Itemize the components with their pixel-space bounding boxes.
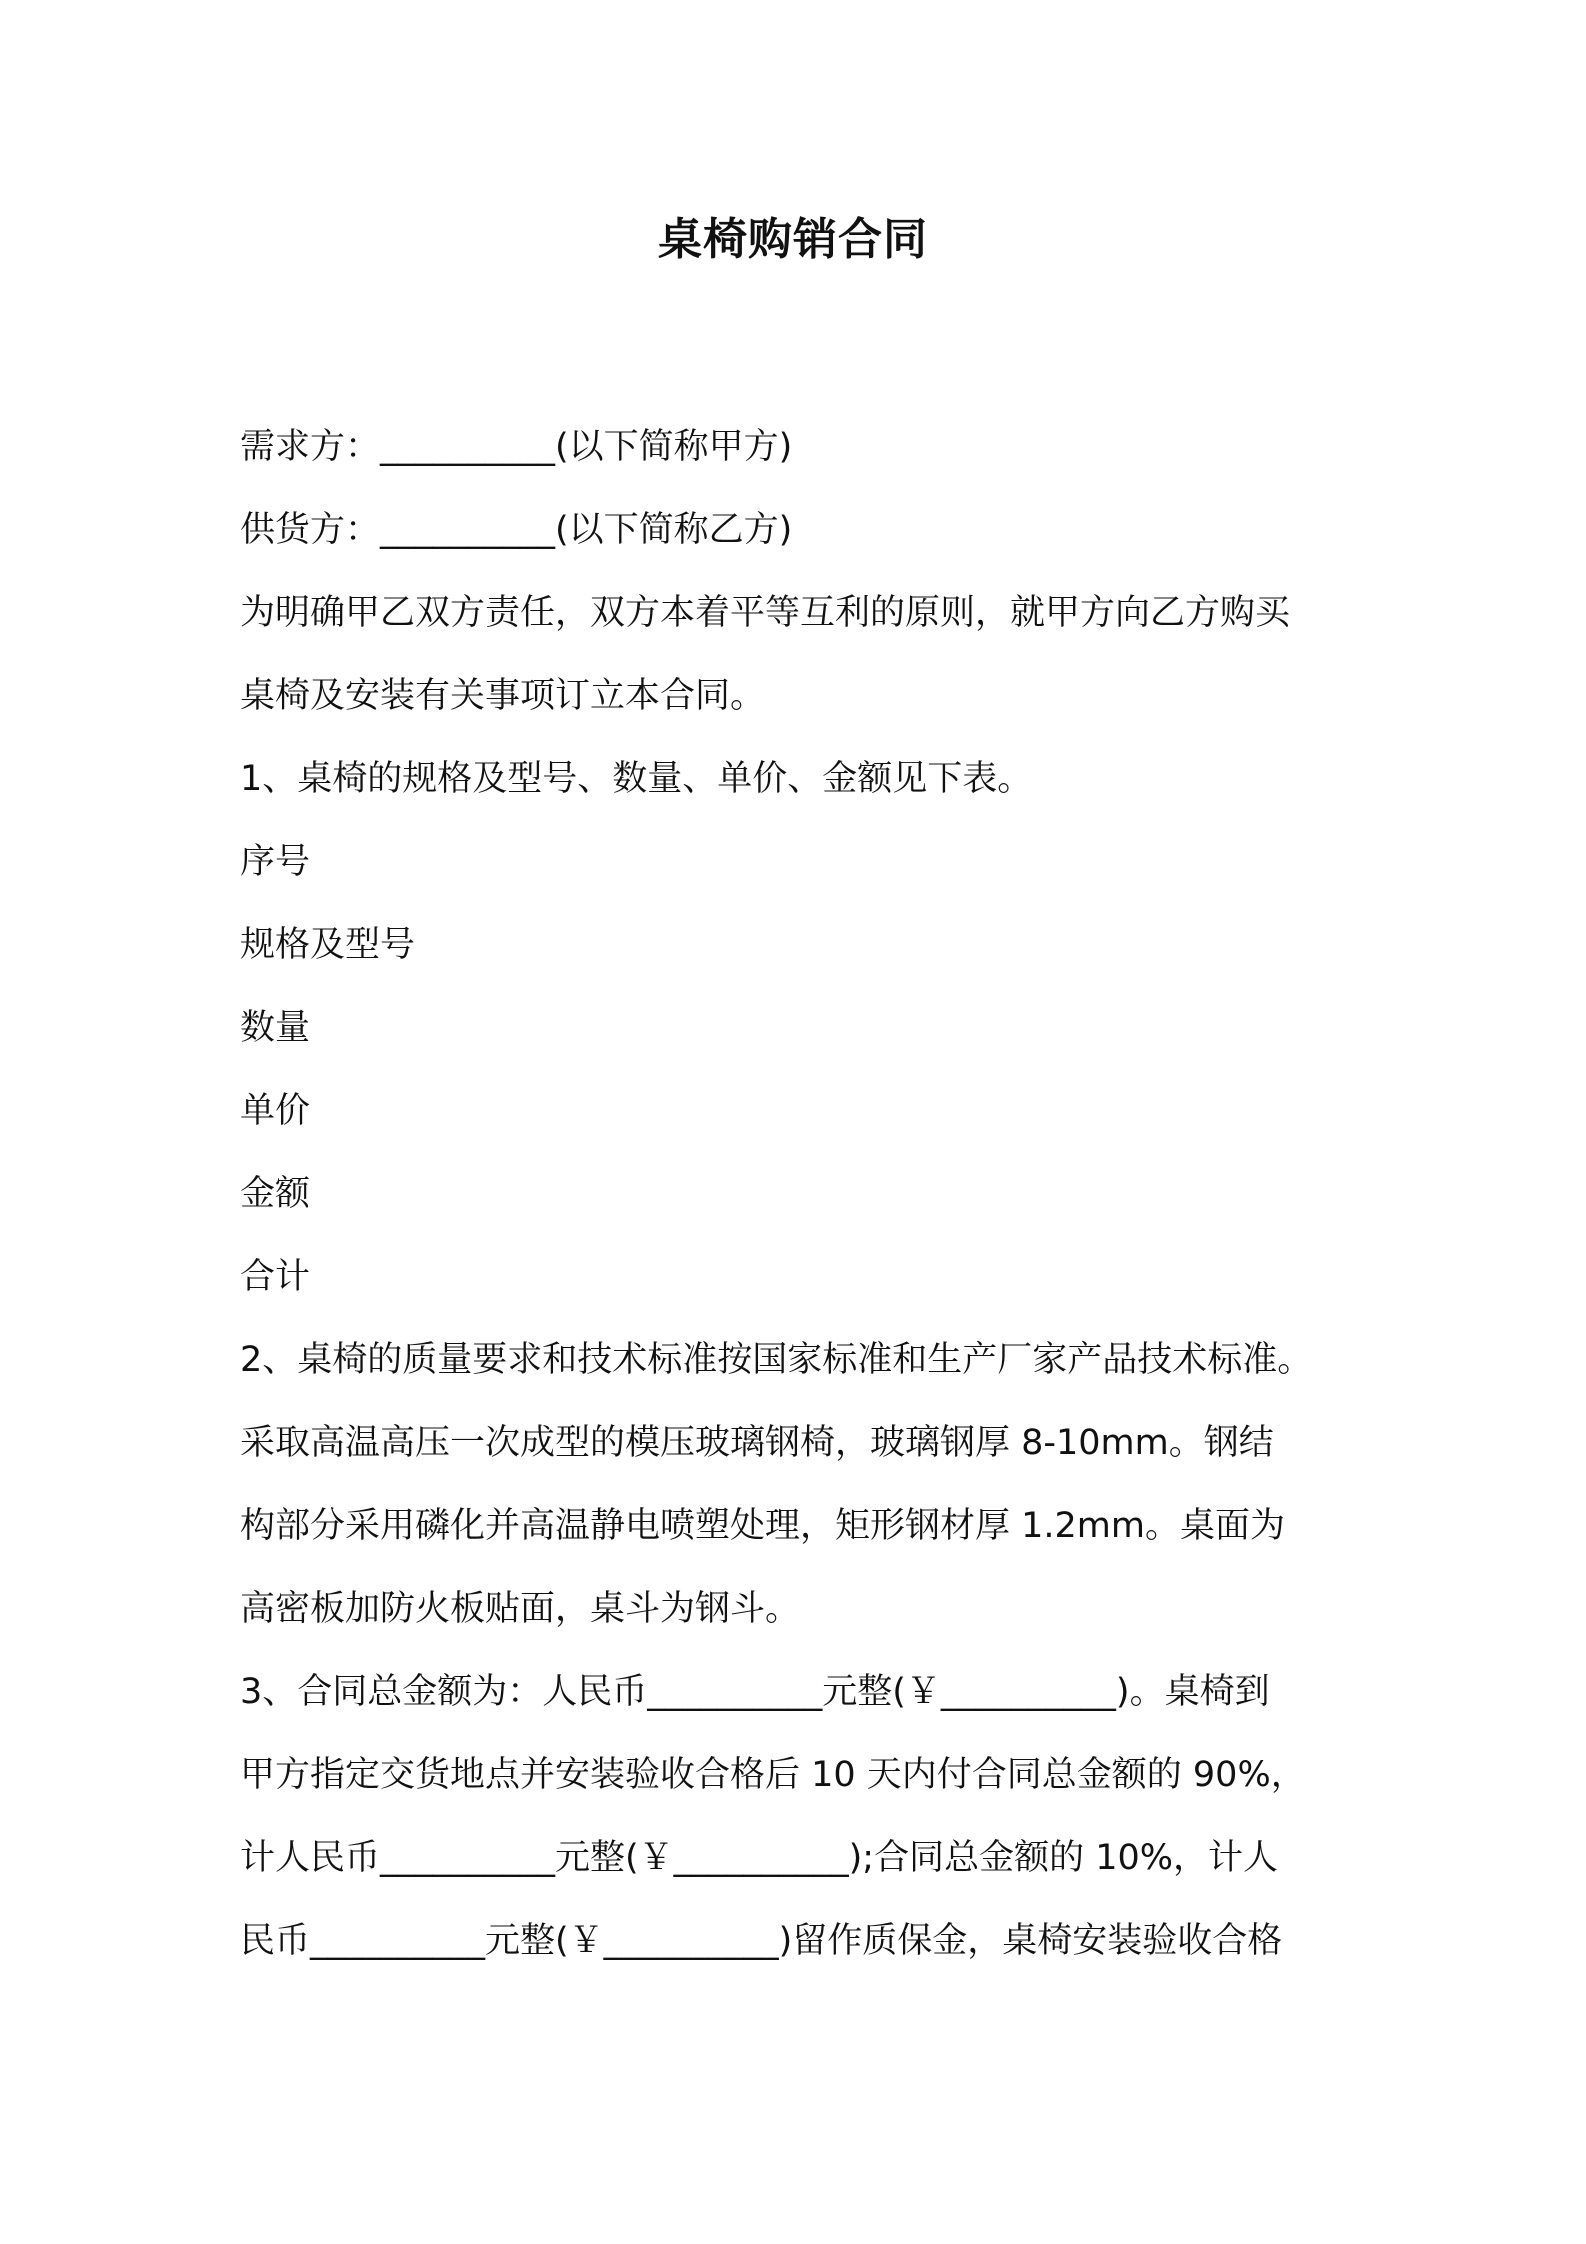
document-body <box>240 406 1380 1983</box>
supplier-line: 供货方：__________(以下简称乙方) <box>240 510 793 550</box>
table-header-quantity: 数量 <box>240 1008 311 1048</box>
table-total-label: 合计 <box>240 1257 311 1297</box>
document-title: 桌椅购销合同 <box>658 214 928 265</box>
clause-2-line: 高密板加防火板贴面，桌斗为钢斗。 <box>240 1589 801 1629</box>
clause-3-line: 3、合同总金额为：人民币__________元整(￥__________)。桌椅到 <box>240 1672 1270 1712</box>
clause-3-line: 计人民币__________元整(￥__________);合同总金额的 10%，计人 <box>240 1838 1279 1878</box>
clause-3-line: 民币__________元整(￥__________)留作质保金，桌椅安装验收合格 <box>240 1921 1283 1961</box>
preamble-line: 为明确甲乙双方责任，双方本着平等互利的原则，就甲方向乙方购买 <box>240 593 1291 633</box>
table-header-serial: 序号 <box>240 842 311 882</box>
clause-3-line: 甲方指定交货地点并安装验收合格后 10 天内付合同总金额的 90%， <box>240 1755 1306 1795</box>
clause-2-line: 构部分采用磷化并高温静电喷塑处理，矩形钢材厚 1.2mm。桌面为 <box>240 1506 1285 1546</box>
clause-2-line: 采取高温高压一次成型的模压玻璃钢椅，玻璃钢厚 8-10mm。钢结 <box>240 1423 1274 1463</box>
table-header-spec: 规格及型号 <box>240 925 416 965</box>
buyer-line: 需求方：__________(以下简称甲方) <box>240 427 793 467</box>
table-header-unit-price: 单价 <box>240 1091 311 1131</box>
clause-1-line: 1、桌椅的规格及型号、数量、单价、金额见下表。 <box>240 759 1033 799</box>
clause-2-line: 2、桌椅的质量要求和技术标准按国家标准和生产厂家产品技术标准。 <box>240 1340 1313 1380</box>
table-header-amount: 金额 <box>240 1174 311 1214</box>
preamble-line: 桌椅及安装有关事项订立本合同。 <box>240 676 766 716</box>
